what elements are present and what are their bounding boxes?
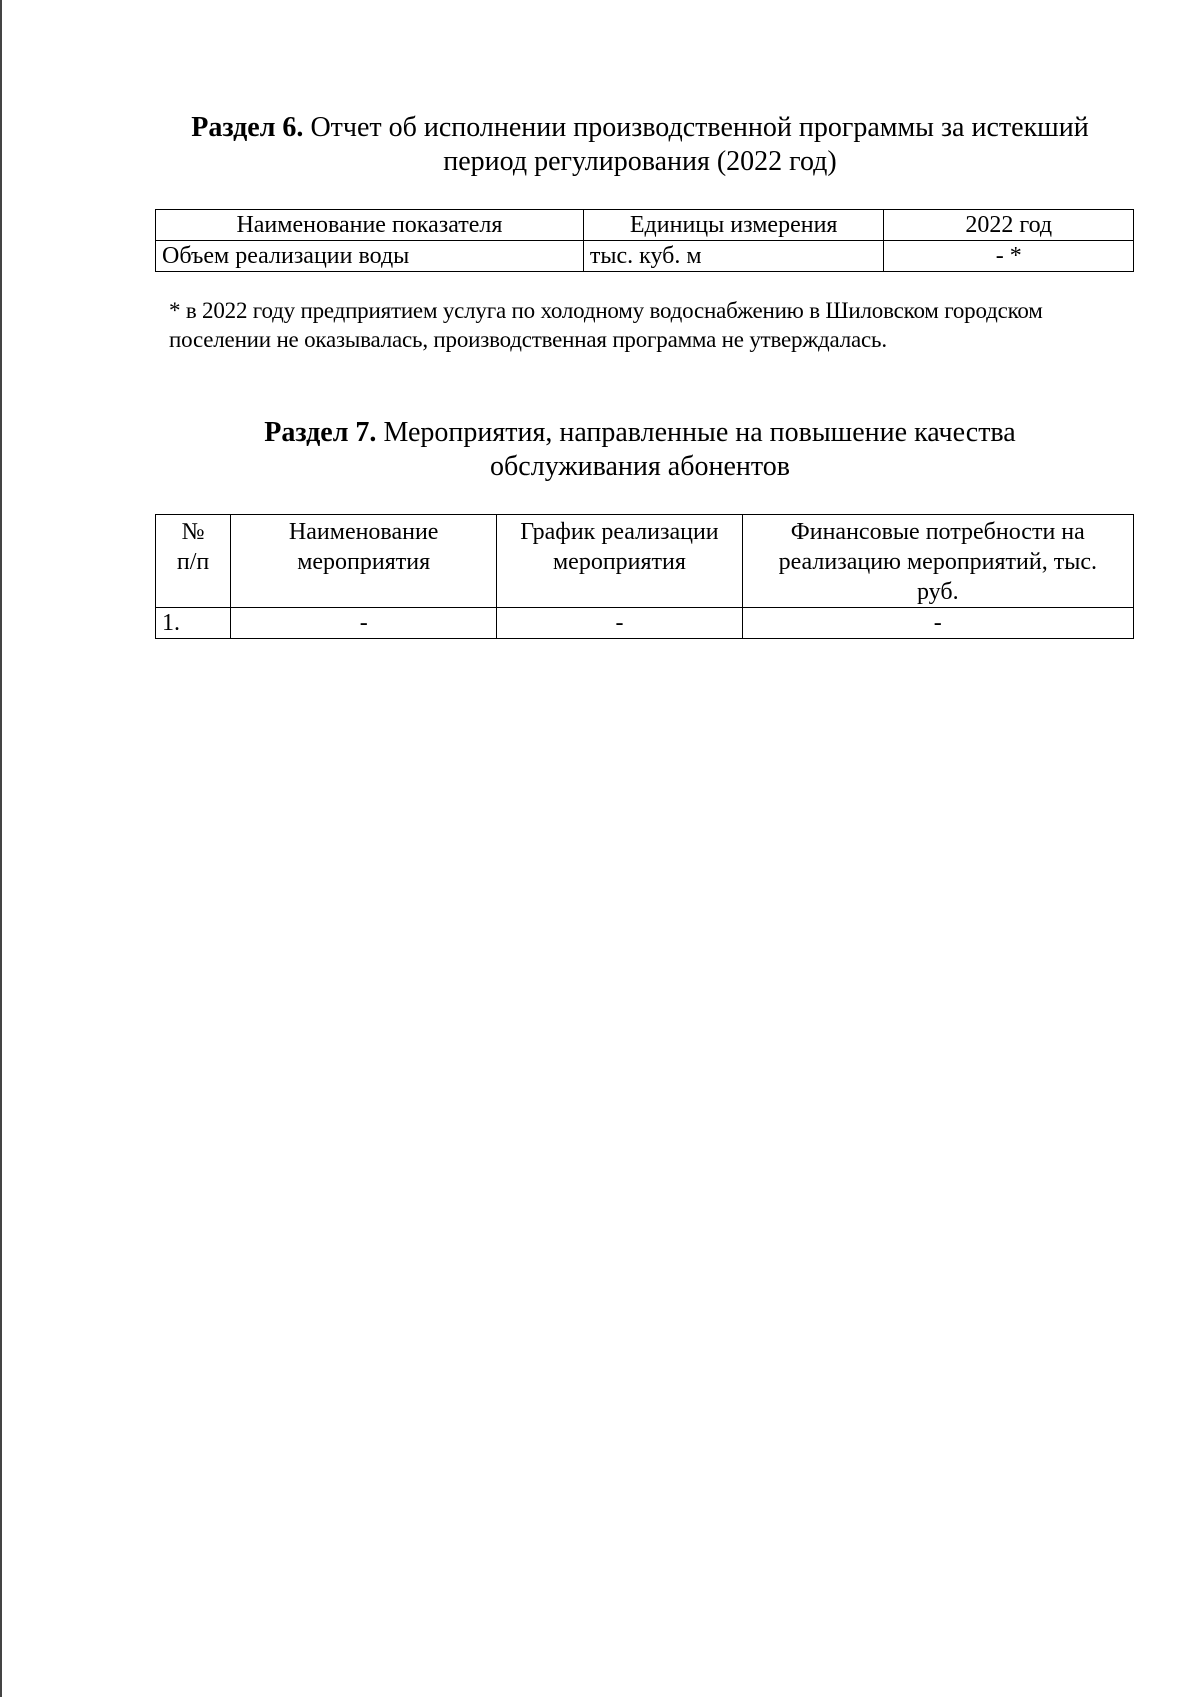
section-7-heading xyxy=(150,416,1130,484)
header-schedule xyxy=(497,515,742,608)
header-year: 2022 год xyxy=(884,210,1134,241)
table-header-row xyxy=(156,210,1134,241)
header-financial-needs-line-1: Финансовые потребности на xyxy=(790,519,1085,545)
section-6-heading xyxy=(150,111,1130,179)
section-6-title-continued: период регулирования (2022 год) xyxy=(443,146,837,177)
cell-units: тыс. куб. м xyxy=(583,241,884,272)
section-7-label: Раздел 7. xyxy=(264,417,377,448)
header-financial-needs-line-3: руб. xyxy=(917,579,959,605)
cell-indicator-name: Объем реализации воды xyxy=(156,241,584,272)
header-measure-name-line-1: Наименование xyxy=(288,519,439,545)
section-7-title: Мероприятия, направленные на повышение качества xyxy=(383,417,1016,448)
cell-measure-name: - xyxy=(231,608,497,639)
header-financial-needs xyxy=(742,515,1133,608)
header-financial-needs-line-2: реализацию мероприятий, тыс. xyxy=(778,549,1097,575)
page-left-edge xyxy=(0,0,2,1697)
section-6-title: Отчет об исполнении производственной программы за истекший xyxy=(310,112,1089,143)
table-header-row xyxy=(156,515,1134,608)
cell-number: 1. xyxy=(156,608,231,639)
header-indicator-name: Наименование показателя xyxy=(156,210,584,241)
table-row xyxy=(156,241,1134,272)
cell-schedule: - xyxy=(497,608,742,639)
header-schedule-line-1: График реализации xyxy=(520,519,719,545)
header-measure-name-line-2: мероприятия xyxy=(297,549,431,575)
footnote-line-1: * в 2022 году предприятием услуга по холодному водоснабжению в Шиловском городском xyxy=(169,298,1043,323)
footnote-line-2: поселении не оказывалась, производственная программа не утверждалась. xyxy=(169,327,887,352)
header-units: Единицы измерения xyxy=(583,210,884,241)
measures-table xyxy=(155,514,1134,639)
header-number-line-1: № xyxy=(181,519,205,545)
cell-financial-needs: - xyxy=(742,608,1133,639)
section-7-title-continued: обслуживания абонентов xyxy=(490,451,790,482)
table-row xyxy=(156,608,1134,639)
cell-year-value: - * xyxy=(884,241,1134,272)
section-6-heading-line-1 xyxy=(150,111,1130,145)
header-measure-name xyxy=(231,515,497,608)
section-7-heading-line-1 xyxy=(150,416,1130,450)
section-6-label: Раздел 6. xyxy=(191,112,304,143)
production-program-table xyxy=(155,209,1134,272)
header-number-line-2: п/п xyxy=(176,549,210,575)
header-number xyxy=(156,515,231,608)
header-schedule-line-2: мероприятия xyxy=(552,549,686,575)
footnote xyxy=(169,296,1129,354)
